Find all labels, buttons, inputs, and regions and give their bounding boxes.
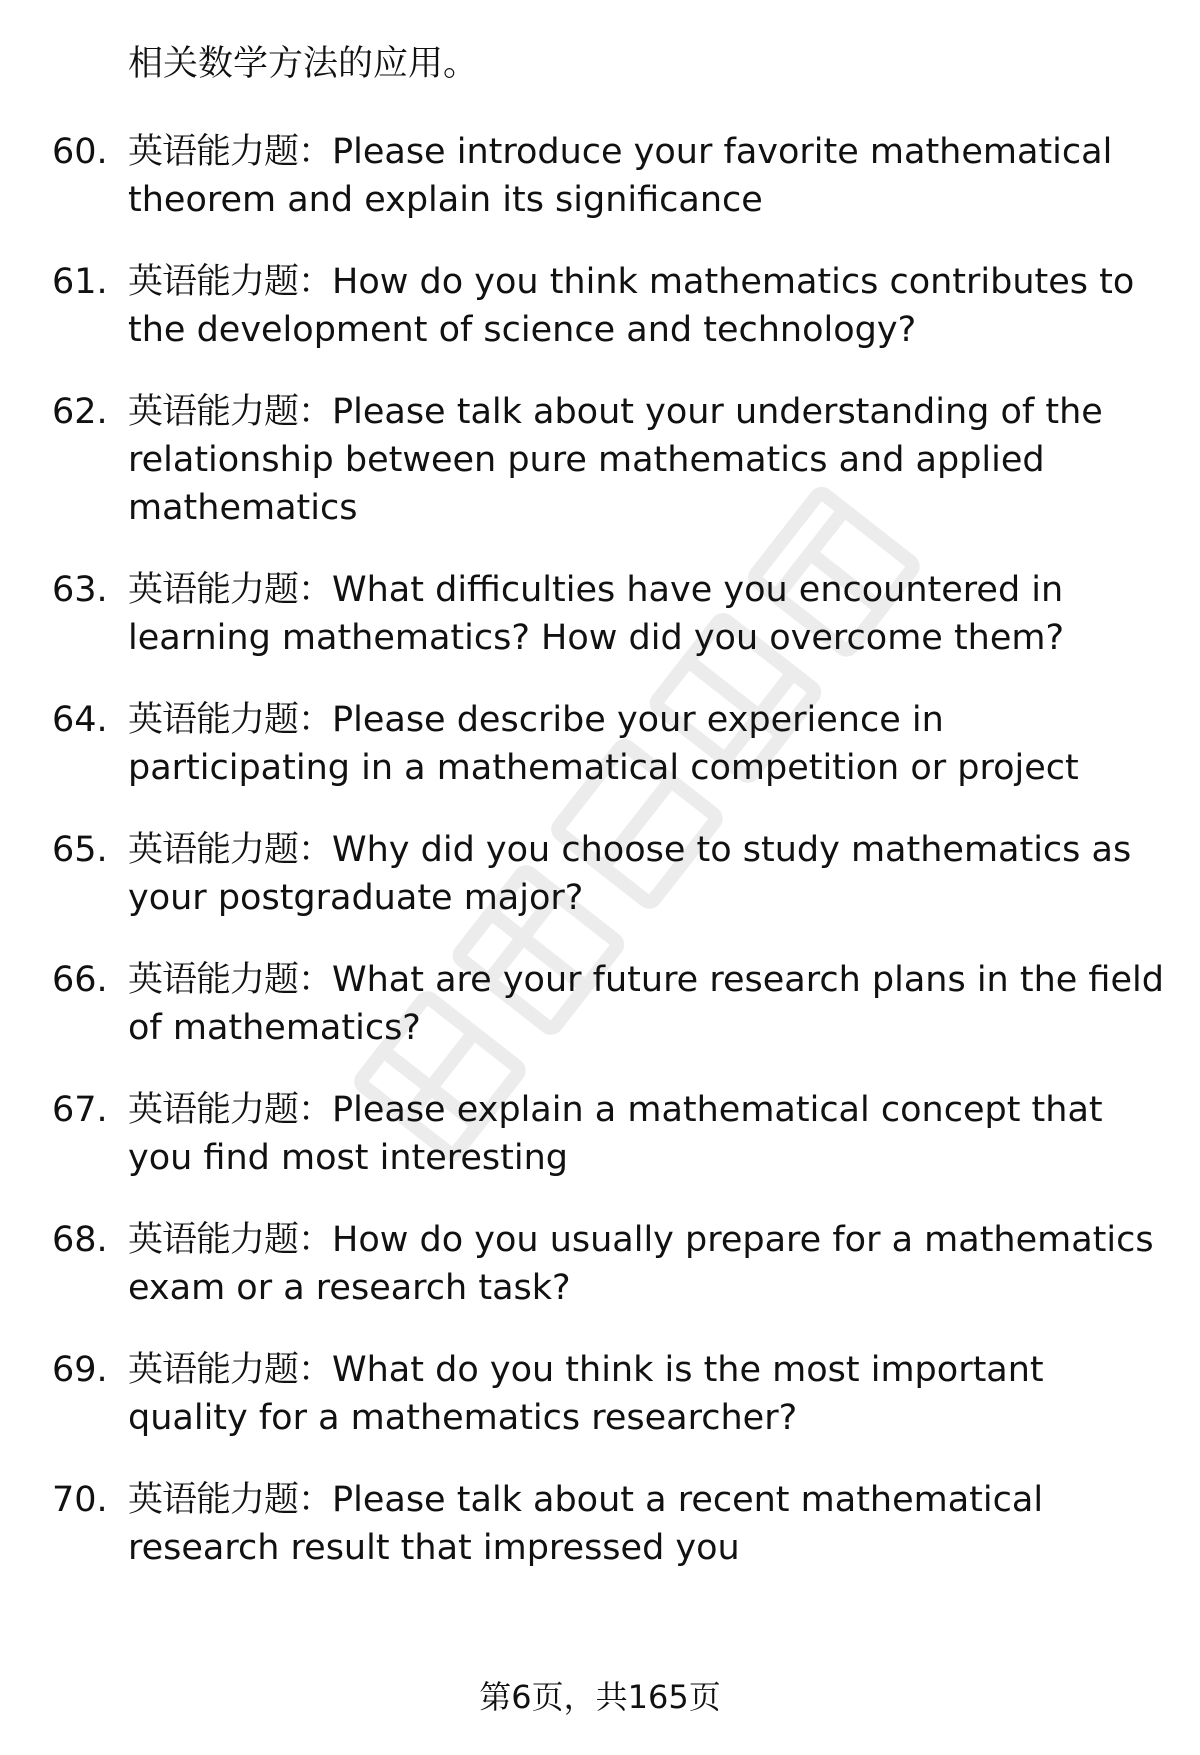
question-category: 英语能力题：	[128, 1350, 333, 1390]
question-number: 66.	[52, 960, 108, 1000]
list-item	[52, 128, 1168, 224]
question-number: 62.	[52, 392, 108, 432]
question-category: 英语能力题：	[128, 1090, 333, 1130]
question-text: Please introduce your favorite mathematical theorem and explain its significance	[128, 132, 1113, 220]
list-item	[52, 956, 1168, 1052]
question-number: 64.	[52, 700, 108, 740]
question-category: 英语能力题：	[128, 1480, 333, 1520]
question-category: 英语能力题：	[128, 1220, 333, 1260]
question-text: What do you think is the most important quality for a mathematics researcher?	[128, 1350, 1044, 1438]
list-item	[52, 1216, 1168, 1312]
question-category: 英语能力题：	[128, 132, 333, 172]
list-item	[52, 388, 1168, 532]
question-number: 69.	[52, 1350, 108, 1390]
list-item	[52, 258, 1168, 354]
question-text: Please talk about a recent mathematical research result that impressed you	[128, 1480, 1044, 1568]
question-text: Please describe your experience in participating in a mathematical competition or project	[128, 700, 1079, 788]
question-text: Please talk about your understanding of the relationship between pure mathematics and applied mathematics	[128, 392, 1103, 528]
question-category: 英语能力题：	[128, 700, 333, 740]
continuation-text: 相关数学方法的应用。	[128, 44, 479, 84]
question-category: 英语能力题：	[128, 392, 333, 432]
list-item	[52, 1086, 1168, 1182]
list-item	[52, 826, 1168, 922]
list-item	[52, 1346, 1168, 1442]
question-number: 67.	[52, 1090, 108, 1130]
list-item	[52, 696, 1168, 792]
question-number: 60.	[52, 132, 108, 172]
question-number: 70.	[52, 1480, 108, 1520]
list-item	[52, 566, 1168, 662]
question-text: Please explain a mathematical concept that you find most interesting	[128, 1090, 1103, 1178]
question-text: How do you think mathematics contributes to the development of science and technology?	[128, 262, 1135, 350]
question-text: Why did you choose to study mathematics as your postgraduate major?	[128, 830, 1132, 918]
question-number: 63.	[52, 570, 108, 610]
question-text: What difficulties have you encountered in learning mathematics? How did you overcome them?	[128, 570, 1065, 658]
document-body	[0, 40, 1200, 1606]
list-item	[52, 1476, 1168, 1572]
question-category: 英语能力题：	[128, 262, 333, 302]
question-number: 65.	[52, 830, 108, 870]
question-number: 68.	[52, 1220, 108, 1260]
question-category: 英语能力题：	[128, 830, 333, 870]
question-text: How do you usually prepare for a mathematics exam or a research task?	[128, 1220, 1154, 1308]
question-category: 英语能力题：	[128, 570, 333, 610]
question-category: 英语能力题：	[128, 960, 333, 1000]
page-number-footer: 第6页，共165页	[479, 1678, 721, 1716]
question-text: What are your future research plans in the field of mathematics?	[128, 960, 1164, 1048]
question-number: 61.	[52, 262, 108, 302]
question-list	[0, 128, 1200, 1572]
